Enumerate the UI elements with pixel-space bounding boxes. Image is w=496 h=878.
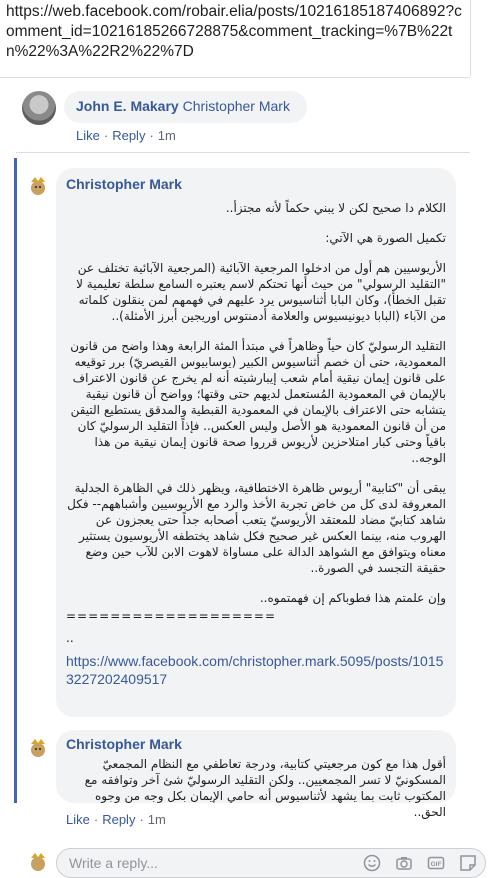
emoji-icon[interactable] (363, 854, 381, 872)
comment-mention[interactable]: Christopher Mark (182, 98, 290, 114)
camera-icon[interactable] (395, 854, 413, 872)
sticker-icon[interactable] (459, 854, 477, 872)
avatar[interactable] (26, 850, 50, 874)
reply-tools (363, 854, 477, 872)
comment-paragraph: الأريوسيين هم أول من ادخلوا المرجعية الآبائية (المرجعية الآبائية تختلف عن "التقليد الرسولي" من حيث أنها تحتكم لاسم يعتبره السامع سلطة تعليمية لا تقبل الخطأ)، وكان البابا أثناسيوس يرد عليهم في فهمهم لمن ينقلون كلماته من الآباء (البابا ديونيسيوس والعلامة أدمنتوس اوريجين أبرز الأمثلة).. (76, 261, 446, 323)
reply-input[interactable] (56, 848, 486, 878)
comment-bubble (64, 91, 307, 123)
comment-link[interactable]: https://www.facebook.com/christopher.mark.5095/posts/10153227202409517 (66, 653, 444, 687)
comment-body: أقول هذا مع كون مرجعيتي كتابية، ودرجة تعاطفي مع النظام المجمعيّ المسكونيّ لا تسر المجمعيين.. ولكن التقليد الرسوليّ شئ آخر وتوافقه مع المكتوب ثابت بما يشهد لأثناسيوس أنه حامي الإيمان بكل وجه من وجوه الحق.. (84, 757, 446, 819)
avatar[interactable] (26, 736, 50, 760)
comment-body (66, 200, 446, 688)
comment-paragraph: التقليد الرسوليّ كان حياً وظاهراً في مبتدأ المئة الرابعة وهذا واضح من قانون المعمودية، حتى أن خصم أثناسيوس الكبير (يوسابيوس القيصريّ) برر توقيعه على قانون إيمان نيقية أمام شعب إيبارشيته أنه لم يخرج عن قانون الاعتراف بالإيمان في المعمودية المُستعمل لديهم حتى وقتها؛ وواضح أن قانون نيقية يتشابه حتى الاعتراف بالإيمان في المعمودية القبطية والمدقق يستطيع التيقن من أن قانون المعمودية هو الأصل وليس العكس.. فإذاً التقليد الرسوليّ كان باقياً وحتى كبار امتلاحزين لأريوس قرروا صحة قانون إيمان نيقية من هذا الوجه.. (70, 339, 446, 465)
url-divider (470, 0, 471, 76)
reply-thread-marker (14, 158, 17, 803)
comment-paragraph: وإن علمتم هذا فطوباكم إن فهمتموه.. (259, 591, 446, 605)
comment-paragraph: تكميل الصورة هي الآتي: (325, 231, 446, 245)
comment-actions: Like · Reply · 1m (66, 812, 166, 827)
page-url: https://web.facebook.com/robair.elia/posts/10216185187406892?comment_id=10216185266728875&comment_tracking=%7B%22tn%22%3A%22R2%22%7D (6, 3, 462, 60)
thread-divider (16, 152, 470, 153)
comment-author[interactable]: Christopher Mark (66, 736, 182, 752)
comment-author[interactable]: Christopher Mark (66, 176, 182, 192)
comment-time[interactable]: 1m (157, 128, 176, 143)
comment-actions: Like · Reply · 1m (76, 128, 176, 143)
comment-bubble (56, 730, 456, 819)
avatar[interactable] (22, 91, 56, 125)
reply-button[interactable]: Reply (102, 812, 136, 827)
reply-placeholder: Write a reply... (69, 855, 158, 871)
comment-dots: .. (66, 631, 74, 645)
comment-paragraph: =================== (66, 609, 277, 623)
top-divider (0, 77, 470, 78)
like-button[interactable]: Like (66, 812, 90, 827)
svg-text:GIF: GIF (430, 861, 442, 868)
reply-button[interactable]: Reply (112, 128, 146, 143)
comment-paragraph: الكلام دا صحيح لكن لا يبني حكماً لأنه مجتزأ.. (225, 201, 446, 215)
comment-bubble (56, 168, 456, 717)
like-button[interactable]: Like (76, 128, 100, 143)
comment-time[interactable]: 1m (147, 812, 166, 827)
comment-author[interactable]: John E. Makary (76, 98, 179, 114)
avatar[interactable] (26, 174, 50, 198)
comment-paragraph: يبقى أن "كتابية" أريوس ظاهرة الاختطافية، ويظهر ذلك في الظاهرة الجدلية المعروفة لدى كل من خاض تجربة الأخذ والرد مع الأريوسيين وأشباههم-- فكل شاهد كتابيّ مضاد للمعتقد الأريوسيّ يتعب أصحابه جداً حتى يعجزون عن الهروب منه، بينما العكس غير صحيح فكل شاهد يختطفه الأريوسيون يستثير معناه ويتوافق مع الشواهد الدالة على مساواة لاهوت الابن للآب حين وضع حقيقة التجسد في الصورة.. (67, 481, 446, 575)
gif-icon[interactable] (427, 854, 445, 872)
